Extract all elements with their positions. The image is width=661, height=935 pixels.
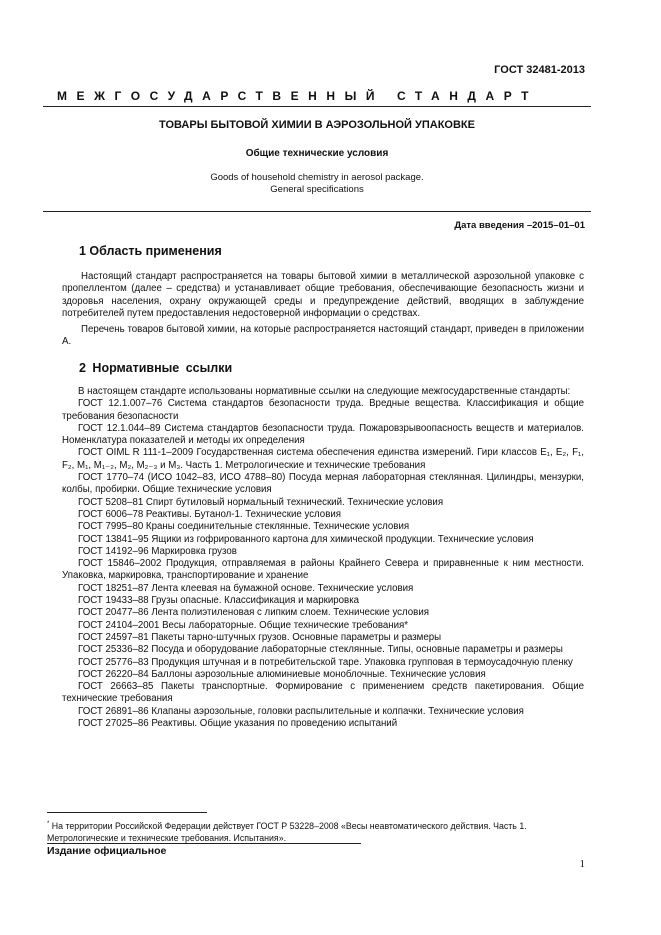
reference-item: ГОСТ 18251–87 Лента клеевая на бумажной основе. Технические условия — [78, 582, 414, 594]
section-1-heading: 1 Область применения — [79, 244, 222, 258]
reference-item: ГОСТ 25336–82 Посуда и оборудование лабораторные стеклянные. Типы, основные параметры и размеры — [78, 644, 563, 656]
reference-item: ГОСТ 26663–85 Пакеты транспортные. Формирование с применением средств пакетирования. Общие технические требования — [62, 681, 584, 705]
reference-item: ГОСТ 13841–95 Ящики из гофрированного картона для химической продукции. Технические условия — [78, 533, 534, 545]
reference-item: ГОСТ 20477–86 Лента полиэтиленовая с липким слоем. Технические условия — [78, 607, 429, 619]
english-title-line-1: Goods of household chemistry in aerosol package. — [210, 172, 424, 183]
english-title-line-2: General specifications — [270, 184, 364, 195]
reference-item: ГОСТ 24104–2001 Весы лабораторные. Общие технические требования* — [78, 619, 409, 631]
document-title: ТОВАРЫ БЫТОВОЙ ХИМИИ В АЭРОЗОЛЬНОЙ УПАКОВКЕ — [159, 119, 475, 131]
english-title — [43, 172, 591, 196]
footnote — [47, 818, 572, 844]
document-subtitle: Общие технические условия — [245, 148, 389, 159]
reference-item: ГОСТ 26220–84 Баллоны аэрозольные алюминиевые моноблочные. Технические условия — [78, 668, 486, 680]
references-intro-text: В настоящем стандарте использованы нормативные ссылки на следующие межгосударственные стандарты: — [78, 386, 571, 397]
header-divider — [43, 106, 591, 107]
reference-item: ГОСТ 24597–81 Пакеты тарно-штучных грузов. Основные параметры и размеры — [78, 631, 442, 643]
reference-item: ГОСТ 25776–83 Продукция штучная и в потребительской таре. Упаковка групповая в термоусадочную пленку — [78, 656, 573, 668]
title-divider — [43, 211, 591, 212]
reference-item: ГОСТ 12.1.007–76 Система стандартов безопасности труда. Вредные вещества. Классификация и общие требования безопасности — [62, 398, 584, 422]
introduction-date: Дата введения –2015–01–01 — [454, 220, 585, 231]
section-1-paragraph-1 — [62, 271, 584, 320]
reference-item: ГОСТ 7995–80 Краны соединительные стеклянные. Технические условия — [78, 521, 410, 533]
reference-item: ГОСТ 6006–78 Реактивы. Бутанол-1. Технические условия — [78, 508, 341, 520]
footnote-divider — [47, 812, 207, 813]
references-block — [62, 386, 584, 730]
reference-item: ГОСТ 5208–81 Спирт бутиловый нормальный технический. Технические условия — [78, 496, 444, 508]
reference-item: ГОСТ 26891–86 Клапаны аэрозольные, головки распылительные и колпачки. Технические условия — [78, 705, 524, 717]
section-1-paragraph-2-text: Перечень товаров бытовой химии, на которые распространяется настоящий стандарт, приведен в приложении А. — [62, 324, 584, 348]
official-edition-label: Издание официальное — [47, 845, 167, 857]
reference-item: ГОСТ 15846–2002 Продукция, отправляемая в районы Крайнего Севера и приравненные к ним местности. Упаковка, маркировка, транспортирование и хранение — [62, 558, 584, 582]
section-1-paragraph-1-text: Настоящий стандарт распространяется на товары бытовой химии в металлической аэрозольной упаковке с пропеллентом (далее – средства) и устанавливает общие требования, обеспечивающие безопасность жизни и здоровья населения, охрану окружающей среды и предупреждение действий, вводящих в заблуждение потребителей путем предоставления недостоверной информации о средствах. — [62, 271, 584, 319]
reference-item: ГОСТ 1770–74 (ИСО 1042–83, ИСО 4788–80) Посуда мерная лабораторная стеклянная. Цилиндры, мензурки, колбы, пробирки. Общие технические условия — [62, 472, 584, 496]
page-number: 1 — [579, 858, 585, 870]
interstate-standard-banner: МЕЖГОСУДАРСТВЕННЫЙ СТАНДАРТ — [57, 89, 539, 103]
reference-item: ГОСТ 14192–96 Маркировка грузов — [78, 545, 237, 557]
section-2-heading: 2 Нормативные ссылки — [79, 361, 233, 375]
footnote-text: На территории Российской Федерации действует ГОСТ Р 53228–2008 «Весы неавтоматического действия. Часть 1. Метрологические и технические требования. Испытания». — [47, 820, 527, 843]
footnote-mark: * — [47, 821, 50, 827]
official-edition-divider — [47, 843, 361, 844]
reference-item: ГОСТ 12.1.044–89 Система стандартов безопасности труда. Пожаровзрывоопасность веществ и материалов. Номенклатура показателей и методы их определения — [62, 422, 584, 447]
document-code: ГОСТ 32481-2013 — [494, 64, 585, 76]
reference-item: ГОСТ 27025–86 Реактивы. Общие указания по проведению испытаний — [78, 718, 398, 730]
reference-item: ГОСТ OIML R 111-1–2009 Государственная система обеспечения единства измерений. Гири классов E₁, E₂, F₁, F₂, M₁, M₁₋₂, M₂, M₂₋₃ и M₃. Часть 1. Метрологические и технические требования — [62, 447, 584, 471]
reference-item: ГОСТ 19433–88 Грузы опасные. Классификация и маркировка — [78, 595, 360, 607]
section-1-paragraph-2 — [62, 324, 584, 349]
references-intro — [62, 386, 584, 398]
